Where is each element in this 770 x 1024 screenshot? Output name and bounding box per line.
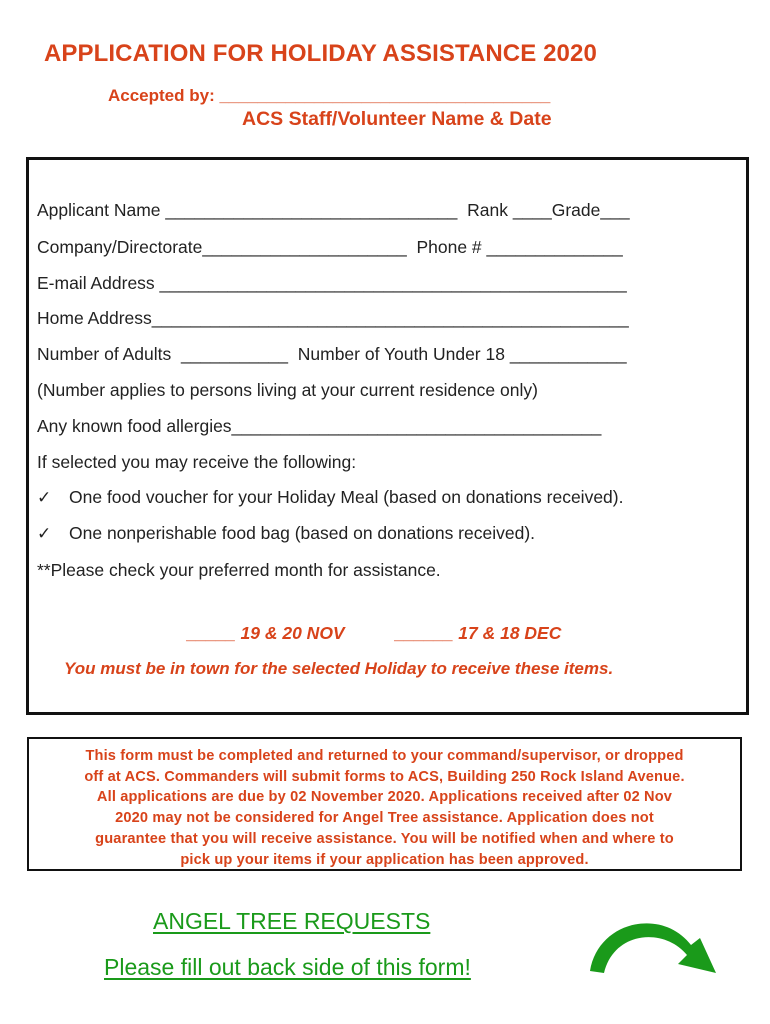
list-item-food-bag: One nonperishable food bag (based on donations received). [69, 523, 536, 543]
residence-note: (Number applies to persons living at your current residence only) [37, 380, 538, 400]
notice-line: This form must be completed and returned to your command/supervisor, or dropped [85, 748, 684, 764]
notice-line: 2020 may not be considered for Angel Tree assistance. Application does not [115, 810, 654, 827]
list-item-food-voucher: One food voucher for your Holiday Meal (based on donations received). [69, 487, 624, 507]
email-address-field: E-mail Address ________________________________________________ [37, 273, 627, 293]
food-allergies-field: Any known food allergies______________________________________ [37, 416, 602, 436]
notice-line: All applications are due by 02 November 2020. Applications received after 02 Nov [96, 789, 673, 806]
check-icon: ✓ [37, 524, 52, 543]
fill-back-side-note: Please fill out back side of this form! [104, 954, 471, 980]
in-town-note: You must be in town for the selected Holiday to receive these items. [64, 659, 614, 678]
notice-line: pick up your items if your application has been approved. [180, 851, 589, 868]
curved-arrow-right-down-icon [588, 915, 720, 979]
submission-notice-box [27, 737, 742, 871]
accepted-by-caption: ACS Staff/Volunteer Name & Date [242, 108, 552, 130]
angel-tree-heading: ANGEL TREE REQUESTS [153, 908, 431, 934]
company-phone-field: Company/Directorate_____________________ Phone # ______________ [37, 237, 623, 257]
applicant-name-field: Applicant Name ______________________________ Rank ____Grade___ [37, 200, 630, 220]
notice-line: guarantee that you will receive assistance. You will be notified when and where to [95, 830, 674, 847]
notice-line: off at ACS. Commanders will submit forms to ACS, Building 250 Rock Island Avenue. [84, 768, 685, 785]
home-address-field: Home Address_________________________________________________ [37, 308, 629, 328]
page-title: APPLICATION FOR HOLIDAY ASSISTANCE 2020 [44, 40, 597, 67]
date-option-dec: ______ 17 & 18 DEC [395, 623, 562, 643]
receive-intro: If selected you may receive the following: [37, 452, 357, 472]
household-count-field: Number of Adults ___________ Number of Youth Under 18 ____________ [37, 344, 627, 364]
accepted-by-line: Accepted by: ___________________________________ [108, 86, 551, 105]
month-preference-note: **Please check your preferred month for assistance. [37, 560, 441, 580]
date-option-nov: _____ 19 & 20 NOV [187, 623, 345, 643]
check-icon: ✓ [37, 488, 52, 507]
